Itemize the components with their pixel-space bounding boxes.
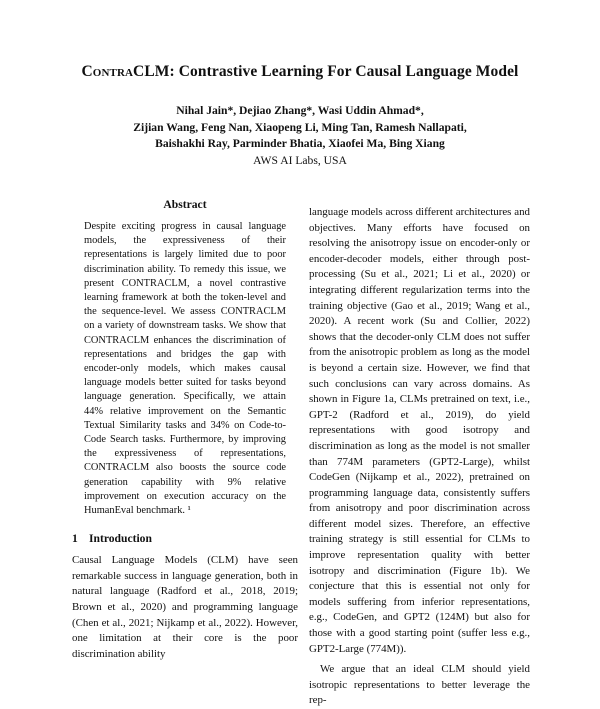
paper-title [0, 63, 600, 81]
author-line-1: Nihal Jain*, Dejiao Zhang*, Wasi Uddin Ahmad*, [176, 104, 424, 117]
intro-heading [72, 532, 298, 545]
intro-section-number: 1 [72, 532, 78, 546]
author-line-2: Zijian Wang, Feng Nan, Xiaopeng Li, Ming Tan, Ramesh Nallapati, [133, 120, 467, 134]
affiliation: AWS AI Labs, USA [253, 153, 347, 167]
author-line-3: Baishakhi Ray, Parminder Bhatia, Xiaofei Ma, Bing Xiang [155, 137, 445, 150]
left-column [72, 198, 298, 662]
title-rest: CLM: Contrastive Learning For Causal Language Model [133, 63, 519, 80]
author-block [0, 103, 600, 169]
intro-section-title: Introduction [89, 532, 152, 546]
right-column [309, 205, 530, 709]
title-prefix: Contra [81, 63, 134, 80]
abstract-text: Despite exciting progress in causal language models, the expressiveness of their representations is largely limited due to poor discrimination ability. To remedy this issue, we present CONTRACLM, a novel contrastive learning framework at both the token-level and the sequence-level. We assess CONTRACLM on a variety of downstream tasks. We show that CONTRACLM enhances the discrimination of representations and bridges the gap with encoder-only models, which makes causal language models better suited for tasks beyond language generation. Specifically, we attain 44% relative improvement on the Semantic Textual Similarity tasks and 34% on Code-to-Code Search tasks. Furthermore, by improving the expressiveness of representations, CONTRACLM also boosts the source code generation capability with 9% relative improvement on execution accuracy on the HumanEval benchmark. ¹ [84, 221, 286, 517]
right-paragraph-2: We argue that an ideal CLM should yield isotropic representations to better leverage the rep- [309, 663, 530, 707]
right-paragraph-1: language models across different architectures and objectives. Many efforts have focused on resolving the anisotropy issue on encoder-only or encoder-decoder models, either through post-processing (Su et al., 2021; Li et al., 2020) or integrating different regularization terms into the training objective (Gao et al., 2019; Wang et al., 2020). A recent work (Su and Collier, 2022) shows that the decoder-only CLM does not suffer from the anisotropic problem as long as the model is beyond a certain size. However, we find that such conclusions can vary across domains. As shown in Figure 1a, CLMs pretrained on text, i.e., GPT-2 (Radford et al., 2019), do yield representations with good isotropy and discrimination as long as the model is not smaller than 774M parameters (GPT2-Large), whilst CodeGen (Nijkamp et al., 2022), pretrained on programming language data, consistently suffers from anisotropy and poor discrimination across different model sizes. Therefore, an effective training strategy is still essential for CLMs to improve representation quality with better isotropy and discrimination (Figure 1b). We conjecture that this is essential not only for models suffering from inferior representations, e.g., CodeGen, and GPT2 (124M) but also for those with a good starting point (suffer less e.g., GPT2-Large (774M)). [309, 206, 530, 655]
intro-paragraph: Causal Language Models (CLM) have seen remarkable success in language generation, both in natural language (Radford et al., 2018, 2019; Brown et al., 2020) and programming language (Chen et al., 2021; Nijkamp et al., 2022). However, one limitation at their core is the poor discrimination ability [72, 554, 298, 660]
abstract-heading: Abstract [163, 198, 207, 211]
